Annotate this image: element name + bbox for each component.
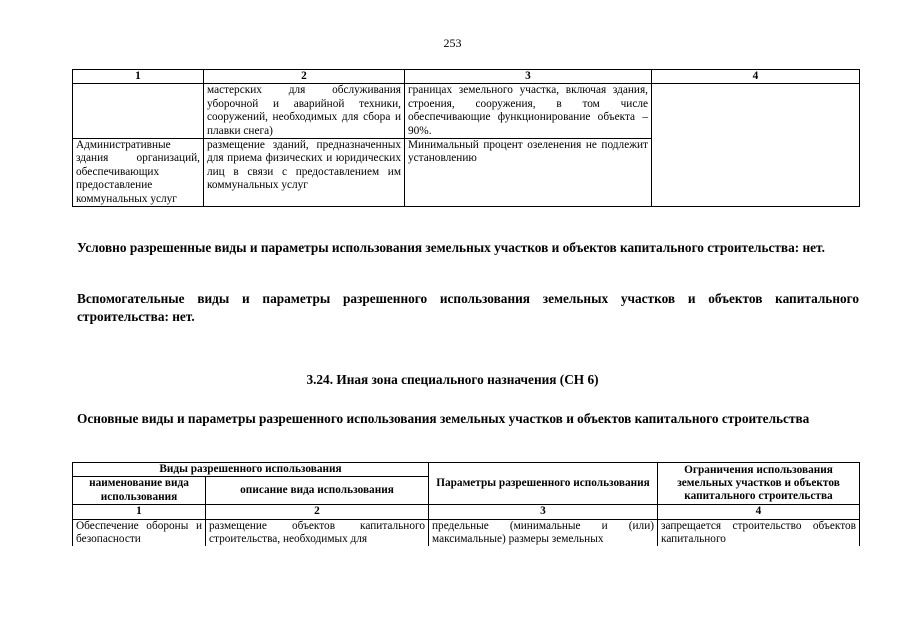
use-description-cell: размещение объектов капитального строительства, необходимых для — [206, 519, 429, 546]
column-number: 2 — [204, 70, 405, 84]
parameters-cell: Минимальный процент озеленения не подлежит установлению — [405, 139, 652, 207]
use-name-cell — [73, 84, 204, 139]
section-heading: 3.24. Иная зона специального назначения (СН 6) — [306, 372, 599, 387]
table-header-row — [73, 505, 860, 519]
conditional-uses-paragraph: Условно разрешенные виды и параметры использования земельных участков и объектов капитального строительства: нет. — [77, 240, 825, 255]
use-name-header: наименование вида использования — [73, 477, 206, 505]
table-header-row — [73, 463, 860, 477]
auxiliary-uses-paragraph: Вспомогательные виды и параметры разрешенного использования земельных участков и объектов капитального строительства: нет. — [77, 291, 859, 324]
column-number: 1 — [73, 505, 206, 519]
restrictions-cell: запрещается строительство объектов капитального — [658, 519, 860, 546]
table-row — [73, 519, 860, 546]
use-description-cell: размещение зданий, предназначенных для приема физических и юридических лиц в связи с предоставлением им коммунальных услуг — [204, 139, 405, 207]
column-number: 3 — [405, 70, 652, 84]
zone-uses-table — [72, 462, 860, 546]
column-number: 4 — [652, 70, 860, 84]
column-number: 1 — [73, 70, 204, 84]
page-number: 253 — [443, 36, 462, 50]
restrictions-cell — [652, 84, 860, 207]
main-uses-paragraph: Основные виды и параметры разрешенного использования земельных участков и объектов капитального строительства — [77, 411, 810, 426]
continued-table — [72, 69, 860, 207]
table-header-row — [73, 70, 860, 84]
restrictions-header: Ограничения использования земельных участков и объектов капитального строительства — [658, 463, 860, 505]
use-description-cell: мастерских для обслуживания уборочной и аварийной техники, сооружений, необходимых для сбора и плавки снега) — [204, 84, 405, 139]
parameters-cell: предельные (минимальные и (или) максимальные) размеры земельных — [429, 519, 658, 546]
permitted-uses-header: Виды разрешенного использования — [73, 463, 429, 477]
parameters-header: Параметры разрешенного использования — [429, 463, 658, 505]
column-number: 3 — [429, 505, 658, 519]
parameters-cell: границах земельного участка, включая здания, строения, сооружения, в том числе обеспечивающие функционирование объекта – 90%. — [405, 84, 652, 139]
use-description-header: описание вида использования — [206, 477, 429, 505]
use-name-cell: Обеспечение обороны и безопасности — [73, 519, 206, 546]
use-name-cell: Административные здания организаций, обеспечивающих предоставление коммунальных услуг — [73, 139, 204, 207]
column-number: 2 — [206, 505, 429, 519]
table-row — [73, 84, 860, 139]
column-number: 4 — [658, 505, 860, 519]
